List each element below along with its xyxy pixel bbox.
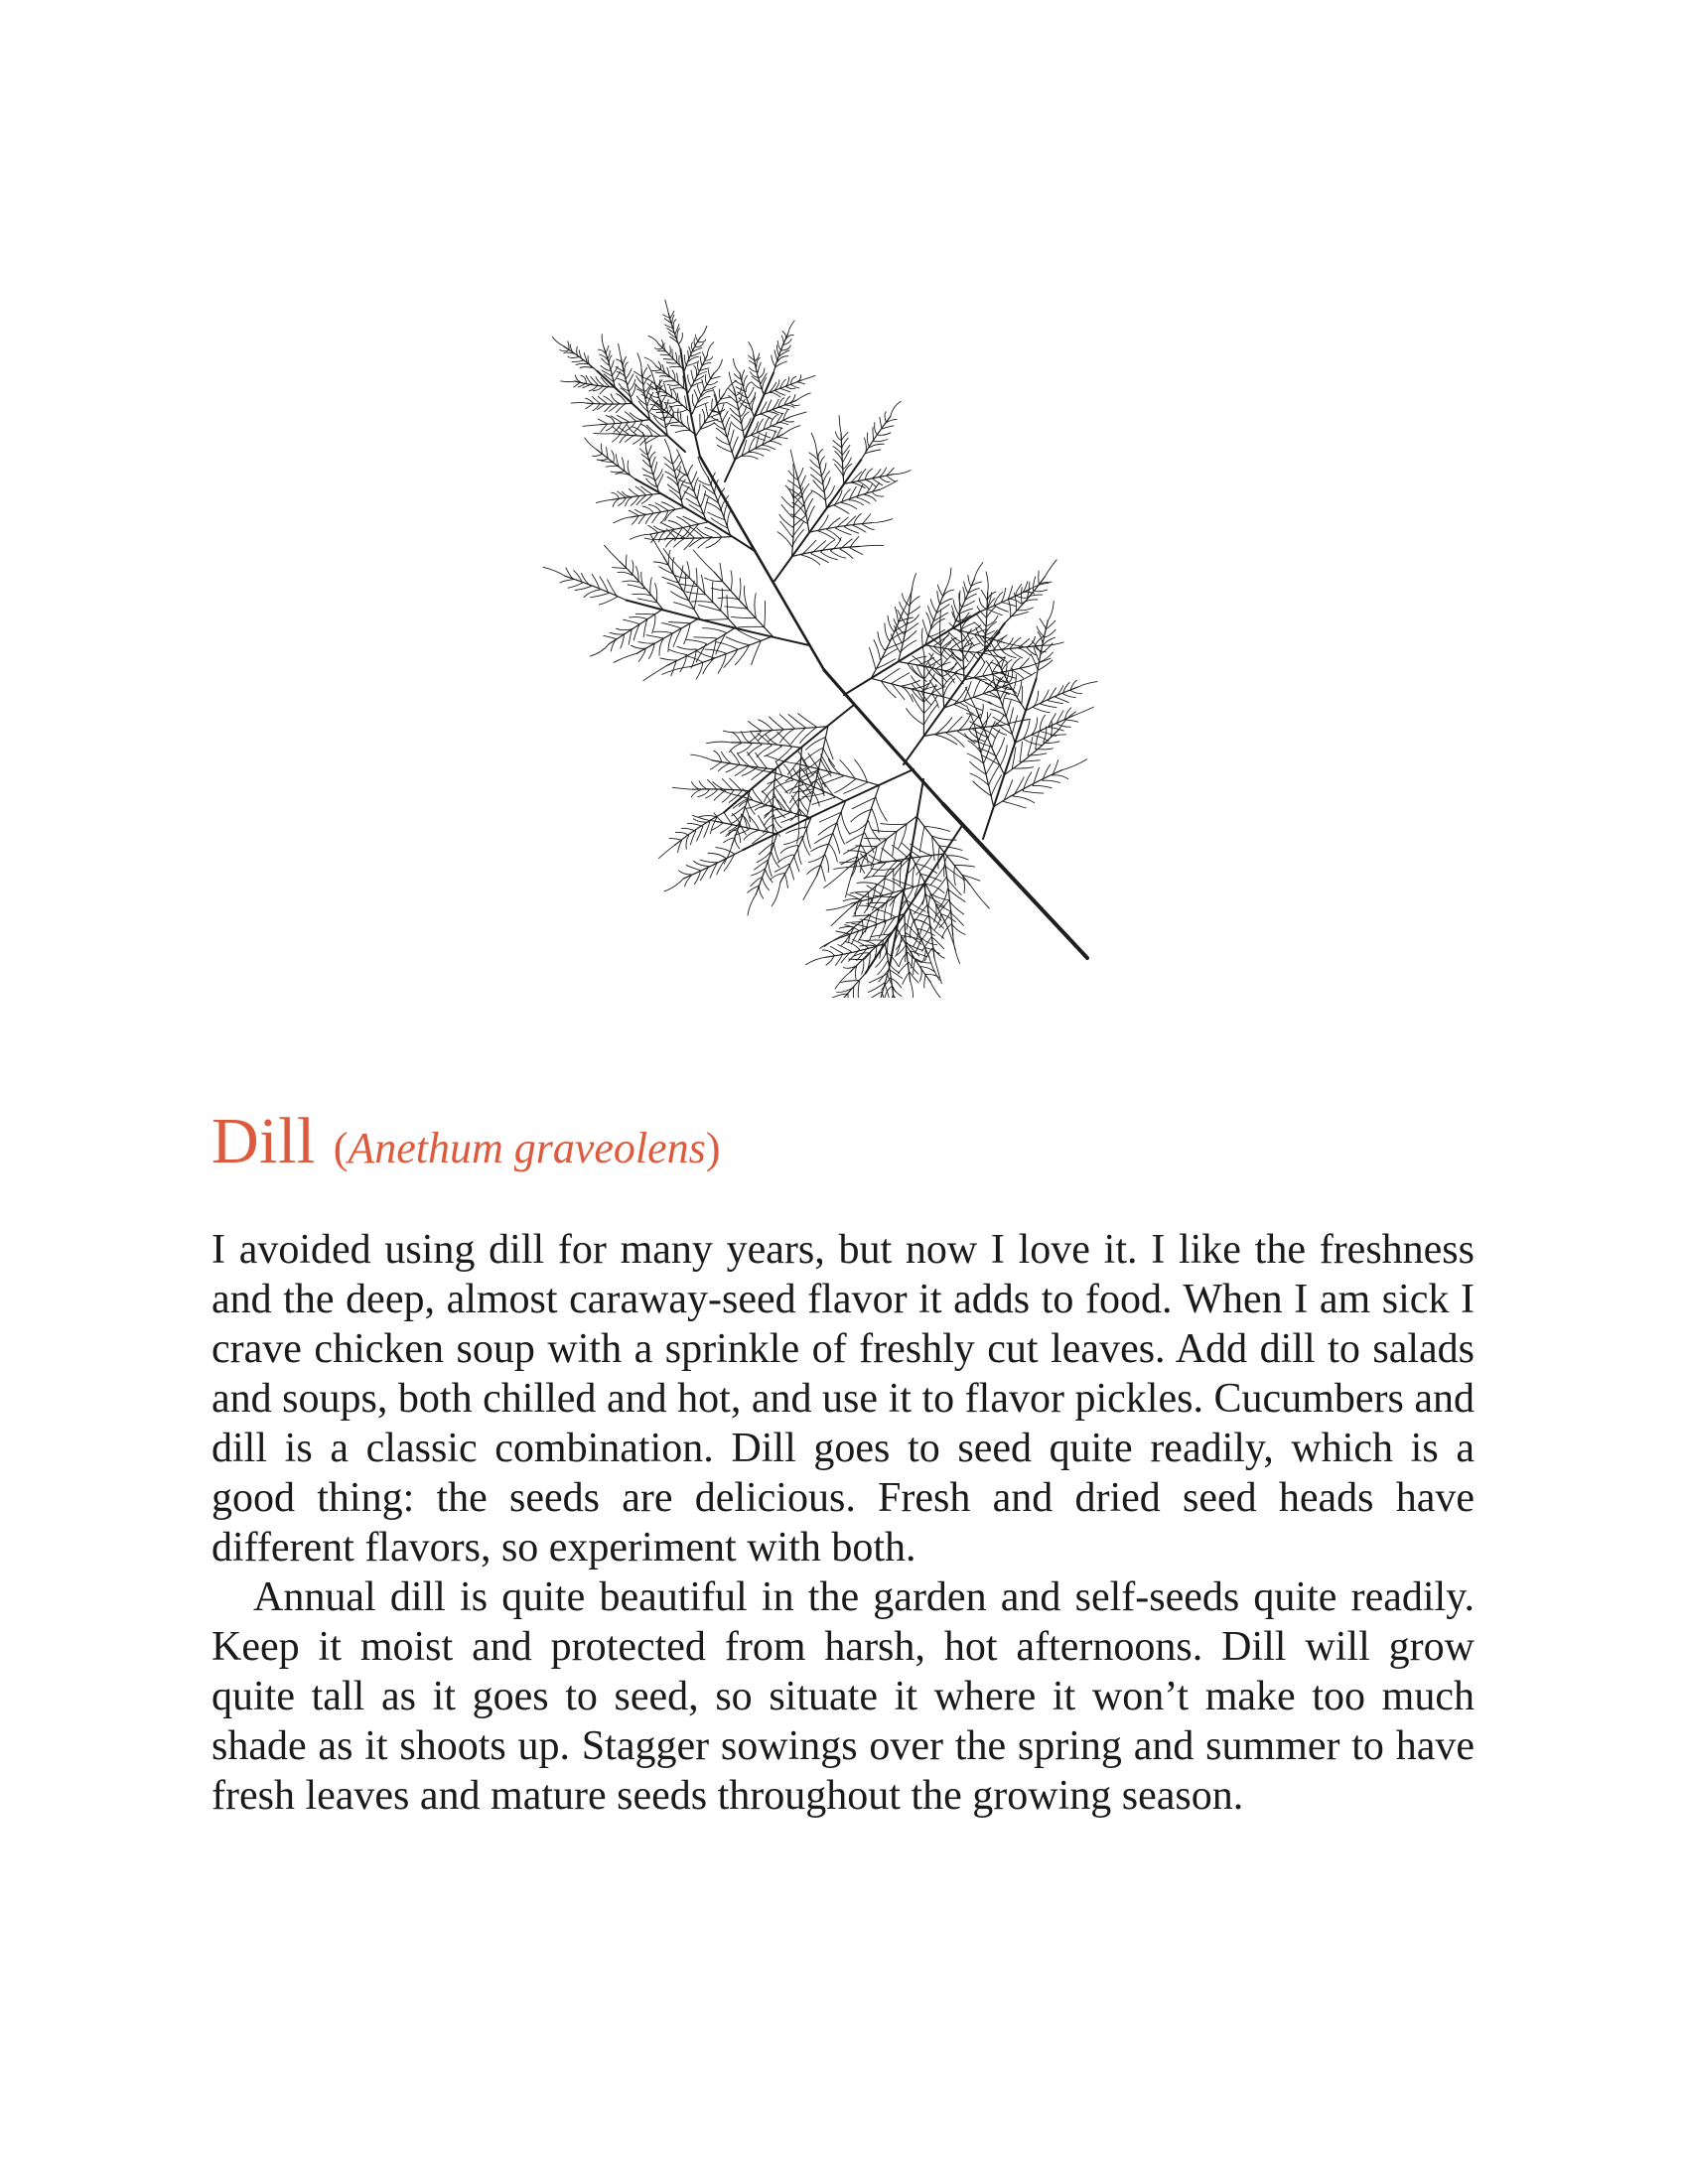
herb-description xyxy=(211,1225,1475,1821)
herb-heading xyxy=(211,1104,1482,1179)
paragraph-1: I avoided using dill for many years, but now I love it. I like the freshness and the deep, almost caraway-seed flavor it adds to food. When I am sick I crave chicken soup with a sprinkle of freshly cut leaves. Add dill to salads and soups, both chilled and hot, and use it to flavor pickles. Cucumbers and dill is a classic combination. Dill goes to seed quite readily, which is a good thing: the seeds are delicious. Fresh and dried seed heads have different flavors, so experiment with both. xyxy=(211,1227,1475,1570)
latin-close-paren: ) xyxy=(705,1124,721,1172)
herb-latin-name xyxy=(334,1124,721,1172)
latin-open-paren: ( xyxy=(333,1124,349,1172)
latin-name-text: Anethum graveolens xyxy=(348,1124,706,1172)
dill-sprig-icon xyxy=(526,253,1122,998)
dill-sprig-illustration xyxy=(526,253,1122,998)
paragraph-2: Annual dill is quite beautiful in the garden and self-seeds quite readily. Keep it moist and protected from harsh, hot afternoons. Dill will grow quite tall as it goes to seed, so situate it where it won’t make too much shade as it shoots up. Stagger sowings over the spring and summer to have fresh leaves and mature seeds throughout the growing season. xyxy=(211,1574,1475,1819)
herb-common-name: Dill xyxy=(211,1105,316,1177)
